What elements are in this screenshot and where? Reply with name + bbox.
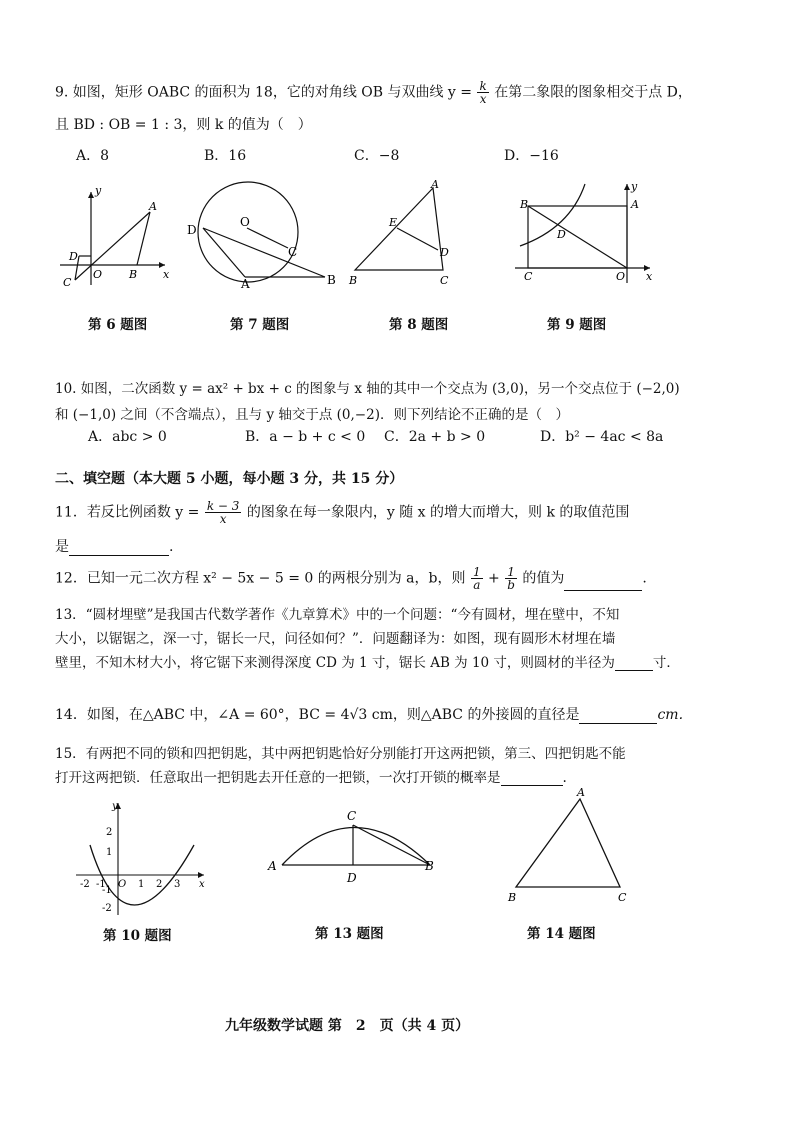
q15-answer-blank[interactable]	[501, 771, 563, 786]
fig14-label-a: A	[577, 786, 585, 799]
caption-fig13: 第 13 题图	[315, 926, 384, 942]
fig8-label-a: A	[431, 178, 439, 191]
caption-fig7: 第 7 题图	[230, 317, 290, 333]
q12-text-a: 12．已知一元二次方程 x² − 5x − 5 = 0 的两根分别为 a，b，则	[55, 570, 466, 587]
q15-line2	[55, 766, 567, 786]
caption-fig8: 第 8 题图	[389, 317, 449, 333]
fig10-tick-x-neg1: -1	[96, 879, 106, 890]
fig10-tick-y-2: 2	[106, 827, 113, 838]
q10-option-a: A．abc > 0	[88, 429, 167, 445]
fig8-label-e: E	[389, 216, 398, 229]
fig8-label-d: D	[440, 246, 449, 259]
q13-line2: 大小，以锯锯之，深一寸，锯长一尺，问径如何？”．问题翻译为：如图，现有圆形木材埋在墙	[55, 631, 616, 647]
fig7-label-d: D	[187, 223, 197, 237]
q9-text-b: 在第二象限的图象相交于点 D，	[494, 84, 692, 101]
fig9-label-o: O	[616, 270, 626, 283]
fig6-label-o: O	[93, 268, 103, 281]
q11-text-a: 11．若反比例函数 y =	[55, 504, 200, 521]
q11-answer-blank[interactable]	[69, 541, 169, 556]
q9-fraction	[477, 80, 488, 105]
q11-frac-den: x	[219, 512, 227, 526]
fig10-label-o: O	[118, 879, 127, 890]
q12-f1-num: 1	[472, 565, 481, 579]
q13-line3-text: 壁里，不知木材大小，将它锯下来测得深度 CD 为 1 寸，锯长 AB 为 10 寸，则圆材的半径为	[55, 655, 615, 671]
fig7-label-o: O	[240, 215, 250, 229]
q11-fraction	[205, 500, 242, 525]
fig9-label-y: y	[631, 180, 638, 193]
fig7-label-a: A	[241, 277, 250, 290]
q9-option-c: C．−8	[354, 148, 400, 164]
fig8-line-ed	[397, 228, 438, 250]
fig10-tick-y-neg1: -1	[102, 885, 112, 896]
figure-14	[500, 785, 640, 905]
fig14-triangle	[516, 799, 620, 887]
q12-period: .	[642, 570, 647, 587]
q9-frac-num: k	[479, 79, 487, 93]
fig13-label-a: A	[268, 859, 277, 873]
fig9-label-x: x	[646, 270, 653, 283]
q13-line3	[55, 651, 680, 671]
fig9-hyperbola	[520, 184, 585, 246]
q12-text-b: 的值为	[522, 570, 565, 587]
fig14-label-b: B	[508, 891, 517, 904]
fig6-line-ab	[137, 212, 150, 265]
q12-answer-blank[interactable]	[564, 576, 642, 591]
q11-line2-text: 是	[55, 539, 69, 555]
figure-13	[262, 800, 447, 890]
q14-unit: cm.	[657, 707, 684, 723]
caption-fig6: 第 6 题图	[88, 317, 148, 333]
q12-f2-den: b	[507, 578, 515, 592]
q11-period: .	[169, 539, 174, 555]
fig8-label-c: C	[440, 274, 449, 287]
q12-line	[55, 566, 647, 591]
q13-line1: 13．“圆材埋壁”是我国古代数学著作《九章算术》中的一个问题：“今有圆材，埋在壁中，不知	[55, 607, 620, 623]
fig7-line-da	[203, 228, 245, 277]
page-footer: 九年级数学试题 第 2 页（共 4 页）	[225, 1018, 470, 1034]
q15-line1: 15．有两把不同的锁和四把钥匙，其中两把钥匙恰好分别能打开这两把锁，第三、四把钥匙不能	[55, 746, 626, 762]
section-2-title: 二、填空题（本大题 5 小题，每小题 3 分，共 15 分）	[55, 471, 404, 487]
fig6-label-x: x	[163, 268, 170, 281]
caption-fig14: 第 14 题图	[527, 926, 596, 942]
q15-period: .	[562, 770, 567, 786]
fig8-label-b: B	[349, 274, 358, 287]
q9-option-d: D．−16	[504, 148, 559, 164]
figure-7	[185, 180, 345, 290]
fig10-tick-x-neg2: -2	[80, 879, 90, 890]
fig10-label-x: x	[199, 879, 205, 890]
q14-text: 14．如图，在△ABC 中，∠A = 60°，BC = 4√3 cm，则△ABC 的外接圆的直径是	[55, 707, 580, 723]
q9-option-b: B．16	[204, 148, 247, 164]
q11-text-b: 的图象在每一象限内，y 随 x 的增大而增大，则 k 的取值范围	[246, 504, 630, 521]
q12-plus: +	[488, 570, 500, 587]
fig9-diagonal-ob	[528, 206, 627, 268]
fig9-label-d: D	[557, 228, 566, 241]
q14-answer-blank[interactable]	[579, 709, 657, 724]
fig14-label-c: C	[618, 891, 627, 904]
q10-line1: 10. 如图，二次函数 y = ax² + bx + c 的图象与 x 轴的其中一个交点为 (3,0)，另一个交点位于 (−2,0)	[55, 381, 680, 397]
figure-8	[345, 178, 460, 290]
q12-fraction-1	[471, 566, 483, 591]
fig13-label-b: B	[425, 859, 434, 873]
fig6-label-b: B	[129, 268, 138, 281]
q13-answer-blank[interactable]	[615, 656, 653, 671]
fig6-label-d: D	[69, 250, 78, 263]
fig10-tick-y-1: 1	[106, 847, 113, 858]
q12-fraction-2	[505, 566, 517, 591]
fig6-label-c: C	[63, 276, 72, 289]
figure-6	[55, 180, 180, 290]
q9-frac-den: x	[479, 92, 487, 106]
fig9-label-a: A	[631, 198, 639, 211]
q11-frac-num: k − 3	[206, 499, 240, 513]
q9-option-a: A．8	[76, 148, 110, 164]
q10-option-d: D．b² − 4ac < 8a	[540, 429, 664, 445]
q15-line2-text: 打开这两把锁．任意取出一把钥匙去开任意的一把锁，一次打开锁的概率是	[55, 770, 501, 786]
figure-9	[510, 178, 660, 290]
q10-option-b: B．a − b + c < 0	[245, 429, 366, 445]
fig13-arc	[282, 828, 430, 866]
q12-f2-num: 1	[507, 565, 515, 579]
fig13-line-cb	[353, 825, 430, 865]
q10-line2: 和 (−1,0) 之间（不含端点），且与 y 轴交于点 (0,−2)．则下列结论不正确的是（ ）	[55, 407, 569, 423]
q13-line3-end: 寸．	[652, 655, 680, 671]
fig7-label-b: B	[327, 273, 336, 287]
fig9-label-c: C	[524, 270, 533, 283]
caption-fig10: 第 10 题图	[103, 928, 172, 944]
fig7-line-db	[203, 228, 325, 277]
fig13-label-d: D	[347, 871, 357, 885]
q9-text-a: 9. 如图，矩形 OABC 的面积为 18，它的对角线 OB 与双曲线 y =	[55, 84, 473, 101]
fig10-tick-y-neg2: -2	[102, 903, 112, 914]
fig10-tick-x-2: 2	[156, 879, 163, 890]
fig7-label-c: C	[288, 245, 298, 259]
figure-10	[72, 795, 212, 920]
q9-line2: 且 BD : OB = 1 : 3，则 k 的值为（ ）	[55, 117, 312, 133]
caption-fig9: 第 9 题图	[547, 317, 607, 333]
fig10-label-y: y	[112, 801, 118, 812]
fig10-tick-x-3: 3	[174, 879, 181, 890]
q11-line1	[55, 500, 629, 525]
q11-line2	[55, 536, 173, 556]
fig10-tick-x-1: 1	[138, 879, 145, 890]
q10-option-c: C．2a + b > 0	[384, 429, 486, 445]
fig6-line-ca	[75, 212, 150, 280]
fig13-label-c: C	[347, 809, 357, 823]
fig7-line-oc	[247, 228, 288, 248]
q14-line	[55, 704, 683, 724]
fig6-label-a: A	[149, 200, 157, 213]
q12-f1-den: a	[473, 578, 481, 592]
q9-line1	[55, 80, 692, 105]
fig9-label-b: B	[520, 198, 529, 211]
fig6-label-y: y	[95, 184, 102, 197]
